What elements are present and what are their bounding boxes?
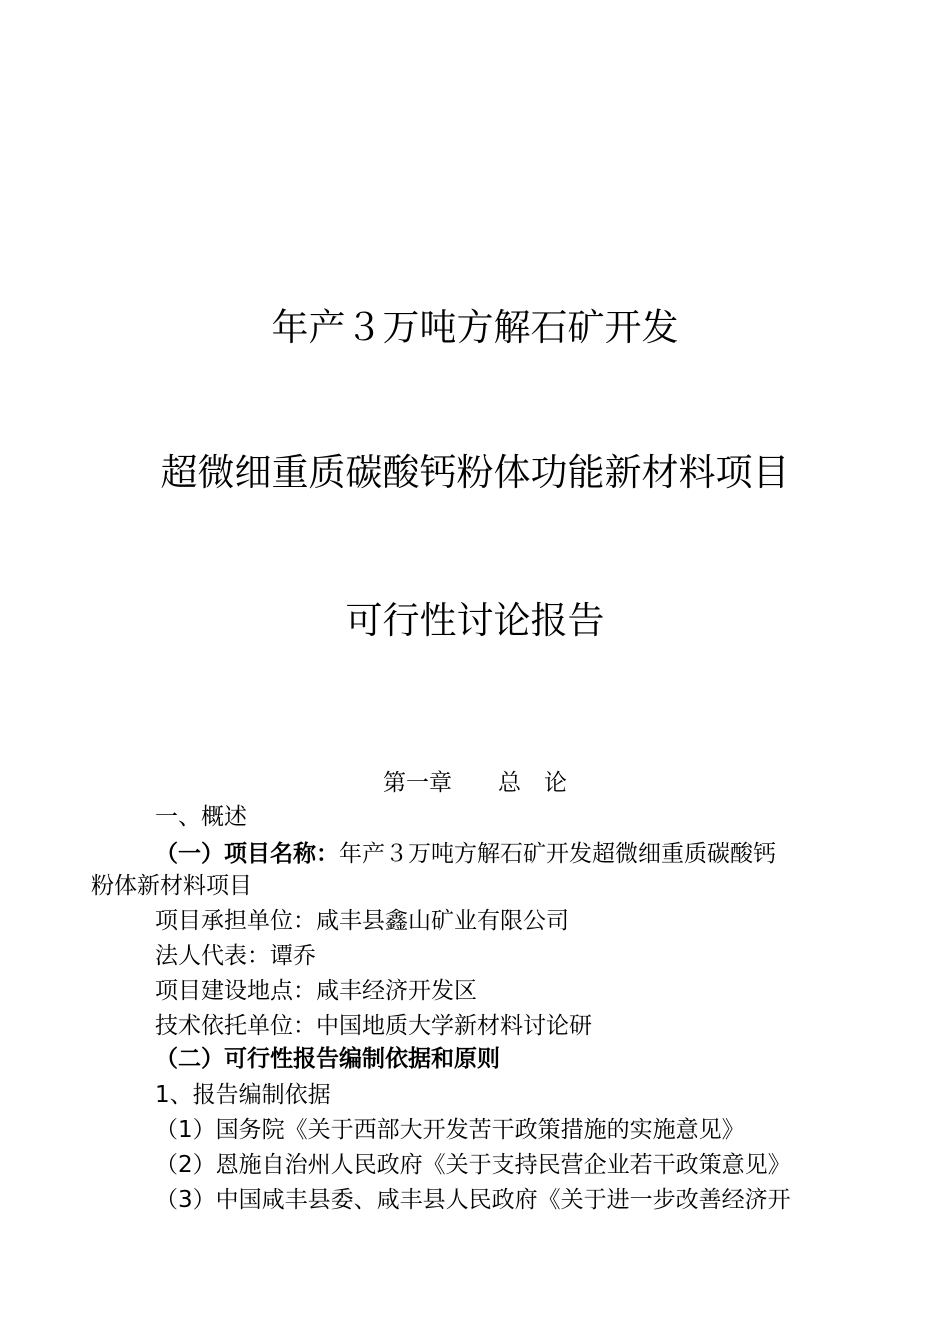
section-overview-heading: 一、概述 [155,804,247,830]
project-location: 项目建设地点：咸丰经济开发区 [155,978,477,1004]
project-name-label: （一）项目名称： [155,841,339,867]
project-name-line-1 [155,838,776,870]
project-name-line-2: 粉体新材料项目 [91,873,252,899]
reference-item-1: （1）国务院《关于西部大开发苦干政策措施的实施意见》 [155,1117,745,1143]
project-name-value: 年产３万吨方解石矿开发超微细重质碳酸钙 [339,841,776,867]
basis-heading: 1、报告编制依据 [155,1082,331,1108]
tech-support-unit: 技术依托单位：中国地质大学新材料讨论研 [155,1013,592,1039]
cover-title-line-3: 可行性讨论报告 [345,599,605,642]
reference-item-2: （2）恩施自治州人民政府《关于支持民营企业若干政策意见》 [155,1152,791,1178]
reference-item-3: （3）中国咸丰县委、咸丰县人民政府《关于进一步改善经济开 [155,1187,791,1213]
project-undertaker: 项目承担单位：咸丰县鑫山矿业有限公司 [155,908,569,934]
cover-title-line-1: 年产３万吨方解石矿开发 [271,306,679,349]
cover-title-line-2: 超微细重质碳酸钙粉体功能新材料项目 [160,451,790,494]
section-2-heading: （二）可行性报告编制依据和原则 [155,1046,500,1072]
chapter-heading: 第一章 总 论 [383,770,567,796]
legal-representative: 法人代表：谭乔 [155,943,316,969]
